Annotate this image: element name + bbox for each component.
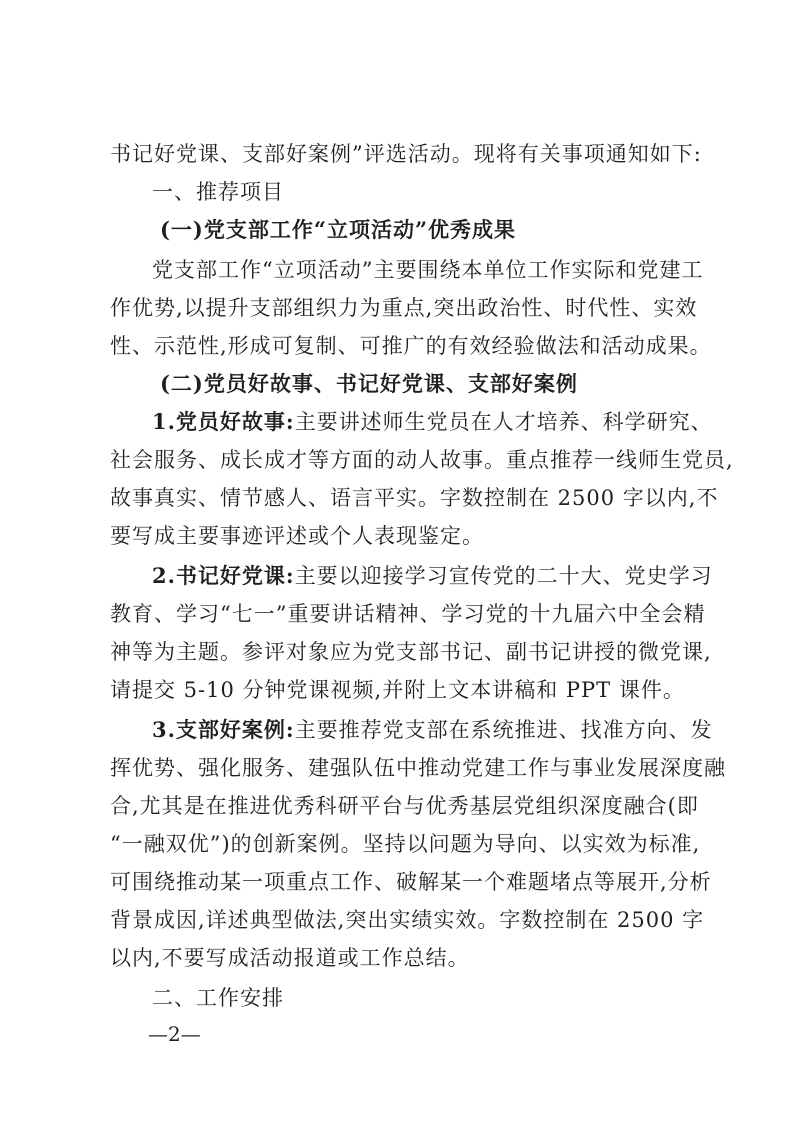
paragraph-line: 社会服务、成长成才等方面的动人故事。重点推荐一线师生党员, [110,448,734,472]
item-2-lead: 2.书记好党课: [152,563,295,588]
paragraph-line: 要写成主要事迹评述或个人表现鉴定。 [110,524,484,548]
paragraph-line: 神等为主题。参评对象应为党支部书记、副书记讲授的微党课, [110,640,712,664]
subsection-heading-1: (一)党支部工作“立项活动”优秀成果 [160,217,517,242]
item-2-first-line [152,562,713,590]
section-heading-2: 二、工作安排 [152,986,284,1010]
paragraph-line: 合,尤其是在推进优秀科研平台与优秀基层党组织深度融合(即 [110,794,699,818]
paragraph-line: 作优势,以提升支部组织力为重点,突出政治性、时代性、实效 [110,296,698,320]
paragraph-line: “一融双优”)的创新案例。坚持以问题为导向、以实效为标准, [110,832,701,856]
paragraph-line: 教育、学习“七一”重要讲话精神、学习党的十九届六中全会精 [110,602,706,626]
item-3-first-line [152,716,713,744]
paragraph-line: 以内,不要写成活动报道或工作总结。 [110,946,470,970]
item-1-text: 主要讲述师生党员在人才培养、科学研究、 [294,410,713,434]
paragraph-line: 性、示范性,形成可复制、可推广的有效经验做法和活动成果。 [110,334,712,358]
item-3-lead: 3.支部好案例: [152,717,295,742]
paragraph-line: 故事真实、情节感人、语言平实。字数控制在 2500 字以内,不 [110,486,719,510]
paragraph-line: 可围绕推动某一项重点工作、破解某一个难题堵点等展开,分析 [110,870,712,894]
item-2-text: 主要以迎接学习宣传党的二十大、党史学习 [294,564,713,588]
item-1-first-line [152,408,713,436]
item-3-text: 主要推荐党支部在系统推进、找准方向、发 [294,718,713,742]
paragraph-line: 请提交 5-10 分钟党课视频,并附上文本讲稿和 PPT 课件。 [110,678,685,702]
page-number: —2— [148,1022,201,1046]
paragraph-line: 党支部工作“立项活动”主要围绕本单位工作实际和党建工 [152,258,704,282]
section-heading-1: 一、推荐项目 [152,180,284,204]
subsection-heading-2: (二)党员好故事、书记好党课、支部好案例 [160,371,578,396]
item-1-lead: 1.党员好故事: [152,409,295,434]
intro-line: 书记好党课、支部好案例”评选活动。现将有关事项通知如下: [110,142,702,166]
paragraph-line: 挥优势、强化服务、建强队伍中推动党建工作与事业发展深度融 [110,756,726,780]
paragraph-line: 背景成因,详述典型做法,突出实绩实效。字数控制在 2500 字 [110,908,705,932]
